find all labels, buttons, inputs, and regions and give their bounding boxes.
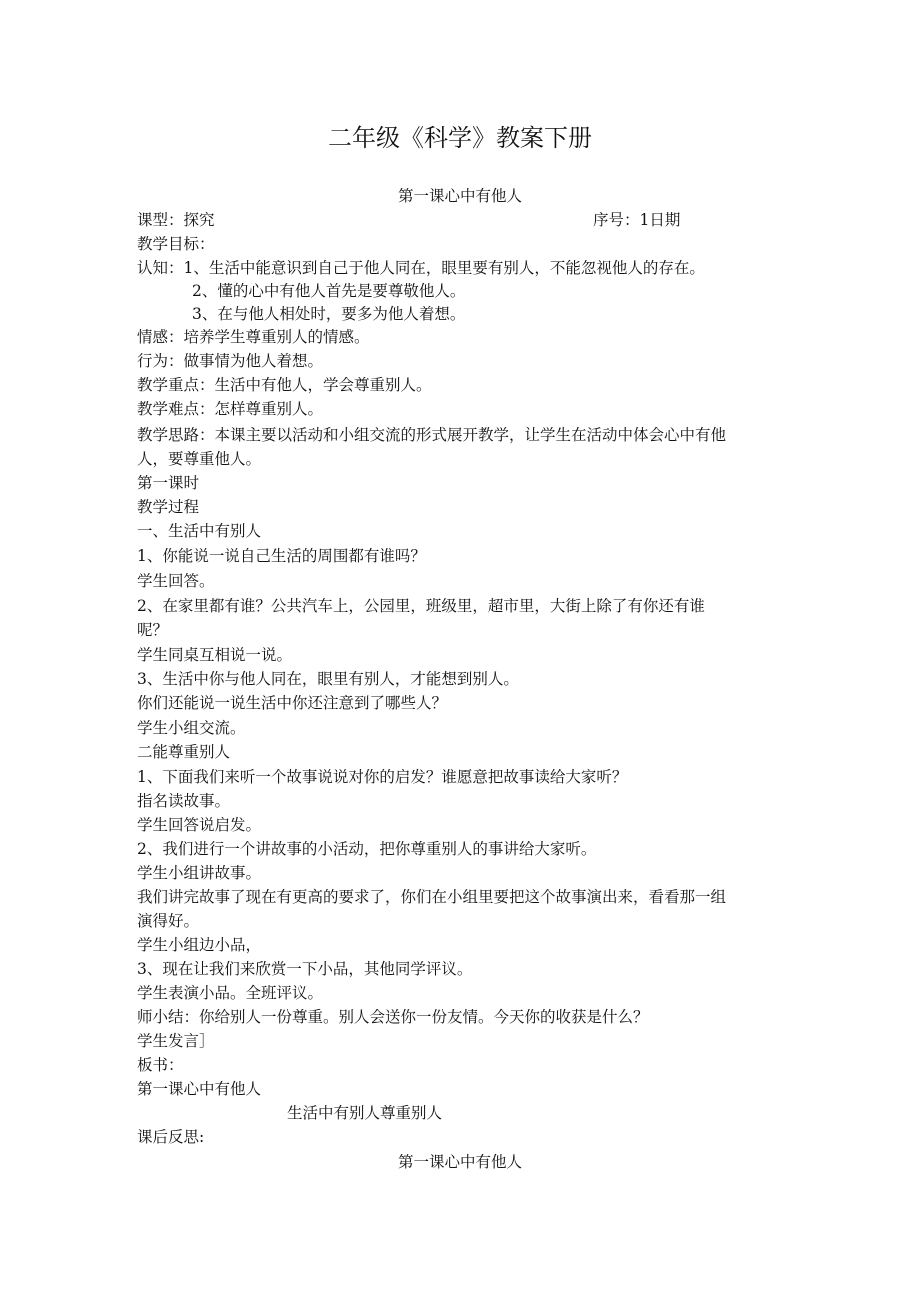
lesson-serial-date: 序号：1日期 — [593, 211, 681, 229]
text-line: 我们讲完故事了现在有更高的要求了，你们在小组里要把这个故事演出来，看看那一组 — [137, 888, 727, 906]
text-line: 2、在家里都有谁？公共汽车上，公园里，班级里，超市里，大街上除了有你还有谁 — [137, 597, 705, 615]
board-heading: 第一课心中有他人 — [137, 1080, 262, 1098]
text-line: 第一课时 — [137, 474, 200, 492]
text-line: 行为：做事情为他人着想。 — [137, 352, 324, 370]
text-line: 教学过程 — [137, 498, 200, 516]
text-line: 学生回答。 — [137, 572, 215, 590]
text-line: 人，要尊重他人。 — [137, 450, 262, 468]
text-line: 教学思路：本课主要以活动和小组交流的形式展开教学，让学生在活动中体会心中有他 — [137, 426, 727, 444]
text-line: 学生小组交流。 — [137, 719, 246, 737]
text-line: 2、懂的心中有他人首先是要尊敬他人。 — [192, 282, 466, 300]
text-line: 3、在与他人相处时，要多为他人着想。 — [192, 305, 466, 323]
text-line: 1、下面我们来听一个故事说说对你的启发？谁愿意把故事读给大家听？ — [137, 768, 628, 786]
text-line: 认知：1、生活中能意识到自己于他人同在，眼里要有别人，不能忽视他人的存在。 — [137, 259, 705, 277]
lesson-heading: 第一课心中有他人 — [397, 187, 522, 205]
text-line: 课后反思: — [137, 1128, 205, 1146]
text-line: 教学目标： — [137, 235, 215, 253]
text-line: 你们还能说一说生活中你还注意到了哪些人？ — [137, 694, 448, 712]
text-line: 3、生活中你与他人同在，眼里有别人，才能想到别人。 — [137, 670, 519, 688]
text-line: 1、你能说一说自己生活的周围都有谁吗？ — [137, 547, 426, 565]
text-line: 学生表演小品。全班评议。 — [137, 984, 324, 1002]
text-line: 指名读故事。 — [137, 792, 231, 810]
text-line: 呢？ — [137, 621, 169, 639]
text-line: 情感：培养学生尊重别人的情感。 — [137, 328, 370, 346]
text-line: 教学难点：怎样尊重别人。 — [137, 400, 324, 418]
text-line: 学生同桌互相说一说。 — [137, 646, 293, 664]
document-title: 二年级《科学》教案下册 — [328, 124, 592, 152]
section-heading: 一、生活中有别人 — [137, 522, 262, 540]
text-line: 2、我们进行一个讲故事的小活动，把你尊重别人的事讲给大家听。 — [137, 840, 597, 858]
section-heading: 二能尊重别人 — [137, 743, 231, 761]
text-line: 学生小组边小品， — [137, 936, 262, 954]
lesson-heading-repeat: 第一课心中有他人 — [397, 1153, 522, 1171]
text-line: 学生回答说启发。 — [137, 816, 262, 834]
text-line: 学生小组讲故事。 — [137, 864, 262, 882]
text-line: 学生发言］ — [137, 1032, 215, 1050]
text-line: 3、现在让我们来欣赏一下小品，其他同学评议。 — [137, 960, 473, 978]
board-content: 生活中有别人尊重别人 — [287, 1104, 443, 1122]
text-line: 师小结：你给别人一份尊重。别人会送你一份友情。今天你的收获是什么？ — [137, 1008, 649, 1026]
text-line: 演得好。 — [137, 912, 200, 930]
text-line: 教学重点：生活中有他人，学会尊重别人。 — [137, 376, 432, 394]
text-line: 板书： — [137, 1056, 184, 1074]
lesson-type: 课型：探究 — [137, 211, 215, 229]
